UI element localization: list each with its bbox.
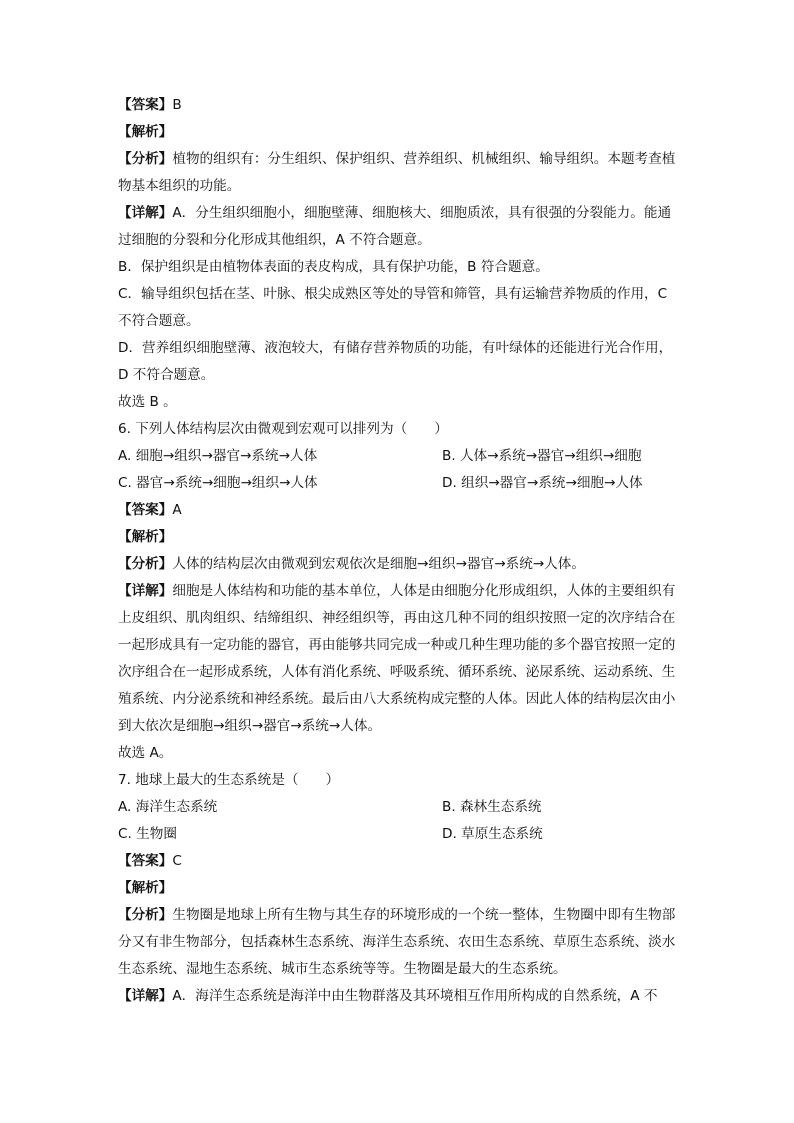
q5-answer-line [118, 92, 678, 119]
q7-fenxi [118, 902, 678, 983]
q5-option-c-explanation: C．输导组织包括在茎、叶脉、根尖成熟区等处的导管和筛管，具有运输营养物质的作用，C 不符合题意。 [118, 286, 668, 329]
fenxi-tag: 【分析】 [118, 151, 173, 167]
q5-conclusion: 故选 B 。 [118, 394, 177, 410]
answer-tag: 【答案】 [118, 97, 173, 113]
answer-value: C [172, 853, 182, 869]
document-page [118, 92, 678, 1010]
q7-option-b: B. 森林生态系统 [442, 799, 542, 815]
q6-conclusion: 故选 A。 [118, 745, 173, 761]
fenxi-tag: 【分析】 [118, 556, 173, 572]
q6-analysis-tag: 【解析】 [118, 529, 173, 545]
q6-option-c: C. 器官→系统→细胞→组织→人体 [118, 475, 318, 491]
q6-option-a: A. 细胞→组织→器官→系统→人体 [118, 448, 318, 464]
q5-fenxi [118, 146, 678, 200]
answer-value: B [172, 97, 182, 113]
fenxi-text: 人体的结构层次由微观到宏观依次是细胞→组织→器官→系统→人体。 [172, 556, 585, 572]
xiangjie-text: A．海洋生态系统是海洋中由生物群落及其环境相互作用所构成的自然系统，A 不 [172, 988, 658, 1004]
fenxi-text: 植物的组织有：分生组织、保护组织、营养组织、机械组织、输导组织。本题考查植物基本组织的功能。 [118, 151, 676, 194]
q6-option-d: D. 组织→器官→系统→细胞→人体 [442, 475, 643, 491]
xiangjie-tag: 【详解】 [118, 988, 173, 1004]
answer-tag: 【答案】 [118, 502, 173, 518]
q7-option-d: D. 草原生态系统 [442, 826, 543, 842]
q6-xiangjie [118, 578, 678, 740]
q7-answer-line [118, 848, 678, 875]
answer-value: A [172, 502, 182, 518]
q6-option-b: B. 人体→系统→器官→组织→细胞 [442, 448, 642, 464]
q7-analysis-tag: 【解析】 [118, 880, 173, 896]
q7-option-c: C. 生物圈 [118, 826, 177, 842]
answer-tag: 【答案】 [118, 853, 173, 869]
xiangjie-tag: 【详解】 [118, 205, 173, 221]
q5-xiangjie [118, 200, 678, 254]
q6-fenxi [118, 551, 678, 578]
xiangjie-tag: 【详解】 [118, 583, 173, 599]
q7-options [118, 794, 678, 848]
q5-analysis-tag: 【解析】 [118, 124, 173, 140]
fenxi-text: 生物圈是地球上所有生物与其生存的环境形成的一个统一整体，生物圈中即有生物部分又有非生物部分，包括森林生态系统、海洋生态系统、农田生态系统、草原生态系统、淡水生态系统、湿地生态系统、城市生态系统等等。生物圈是最大的生态系统。 [118, 907, 676, 977]
q7-option-a: A. 海洋生态系统 [118, 799, 218, 815]
q6-options [118, 443, 678, 497]
xiangjie-text: 细胞是人体结构和功能的基本单位，人体是由细胞分化形成组织，人体的主要组织有上皮组织、肌肉组织、结缔组织、神经组织等，再由这几种不同的组织按照一定的次序结合在一起形成具有一定功能的器官，再由能够共同完成一种或几种生理功能的多个器官按照一定的次序组合在一起形成系统，人体有消化系统、呼吸系统、循环系统、泌尿系统、运动系统、生殖系统、内分泌系统和神经系统。最后由八大系统构成完整的人体。因此人体的结构层次由小到大依次是细胞→组织→器官→系统→人体。 [118, 583, 676, 734]
q6-answer-line [118, 497, 678, 524]
xiangjie-text: A．分生组织细胞小，细胞壁薄、细胞核大、细胞质浓，具有很强的分裂能力。能通过细胞的分裂和分化形成其他组织，A 不符合题意。 [118, 205, 672, 248]
q5-option-b-explanation: B．保护组织是由植物体表面的表皮构成，具有保护功能，B 符合题意。 [118, 259, 549, 275]
q7-xiangjie [118, 983, 678, 1010]
q7-stem: 7. 地球上最大的生态系统是（ ） [118, 772, 340, 788]
q5-option-d-explanation: D．营养组织细胞壁薄、液泡较大，有储存营养物质的功能，有叶绿体的还能进行光合作用，D 不符合题意。 [118, 340, 673, 383]
q6-stem: 6. 下列人体结构层次由微观到宏观可以排列为（ ） [118, 421, 448, 437]
fenxi-tag: 【分析】 [118, 907, 173, 923]
